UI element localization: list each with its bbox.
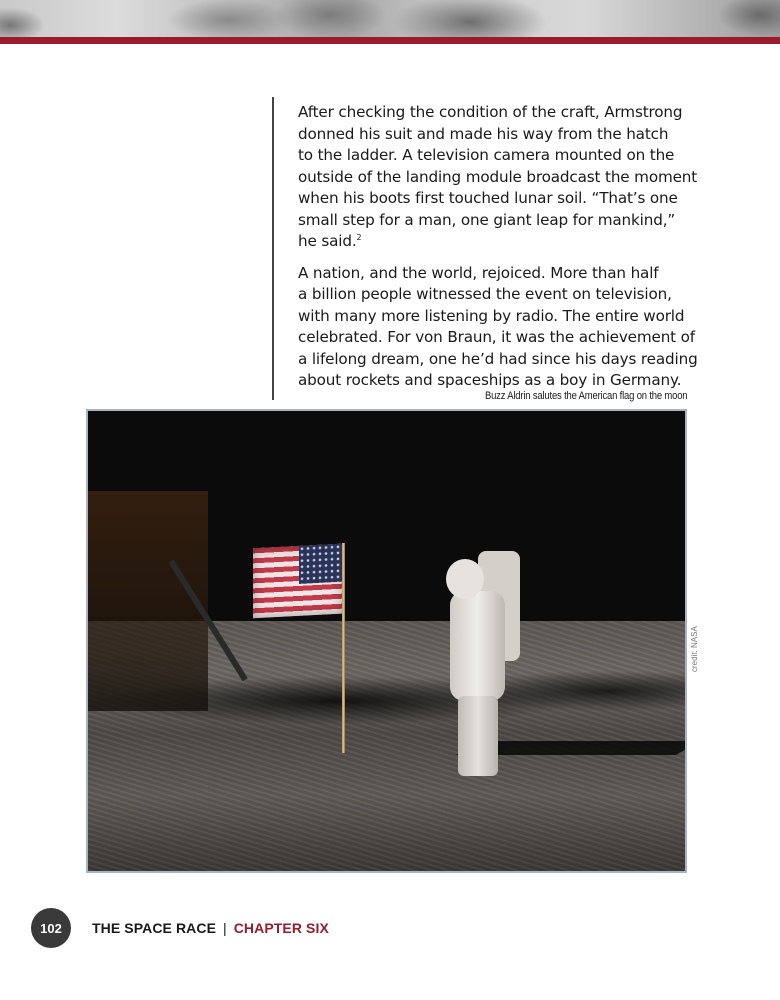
text-column-rule (272, 97, 274, 400)
text-line: to the ladder. A television camera mounted on the (298, 146, 675, 164)
text-line: about rockets and spaceships as a boy in Germany. (298, 371, 682, 389)
body-text (298, 102, 698, 402)
text-line: celebrated. For von Braun, it was the achievement of (298, 328, 695, 346)
text-line: A nation, and the world, rejoiced. More than half (298, 263, 659, 282)
helmet-icon (446, 559, 484, 599)
flag-canton-icon (299, 544, 343, 584)
spacesuit-legs-icon (458, 696, 498, 776)
book-title: THE SPACE RACE (92, 920, 217, 936)
astronaut-icon (438, 551, 528, 781)
figure-caption: Buzz Aldrin salutes the American flag on the moon (484, 390, 687, 402)
text-line: outside of the landing module broadcast the moment (298, 167, 698, 186)
american-flag-icon (253, 544, 343, 619)
lunar-module-icon (88, 491, 208, 711)
text-line: a lifelong dream, one he’d had since his days reading (298, 349, 698, 368)
chapter-label: CHAPTER SIX (233, 920, 329, 936)
text-line: donned his suit and made his way from the hatch (298, 124, 669, 143)
astronaut-flag-photo (86, 409, 687, 873)
text-line: with many more listening by radio. The entire world (298, 306, 685, 325)
text-line-last (298, 231, 690, 253)
paragraph-2 (298, 263, 698, 392)
page-footer (32, 911, 329, 945)
footer-separator: | (223, 920, 227, 936)
text-line: After checking the condition of the craft, Armstrong (298, 103, 683, 121)
footnote-marker[interactable]: 2 (356, 233, 362, 242)
text-line: when his boots first touched lunar soil. “That’s one (298, 189, 678, 207)
text-line: a billion people witnessed the event on television, (298, 285, 672, 303)
flag-pole-icon (342, 543, 345, 753)
header-stripe (0, 37, 780, 44)
page-number-badge: 102 (31, 908, 71, 948)
spacesuit-body-icon (450, 591, 505, 701)
text-line: small step for a man, one giant leap for mankind,” (298, 210, 676, 229)
moon-surface-banner (0, 0, 780, 37)
photo-credit: credit: NASA (690, 626, 699, 672)
text-line-content: he said. (298, 232, 357, 250)
paragraph-1 (298, 102, 698, 253)
